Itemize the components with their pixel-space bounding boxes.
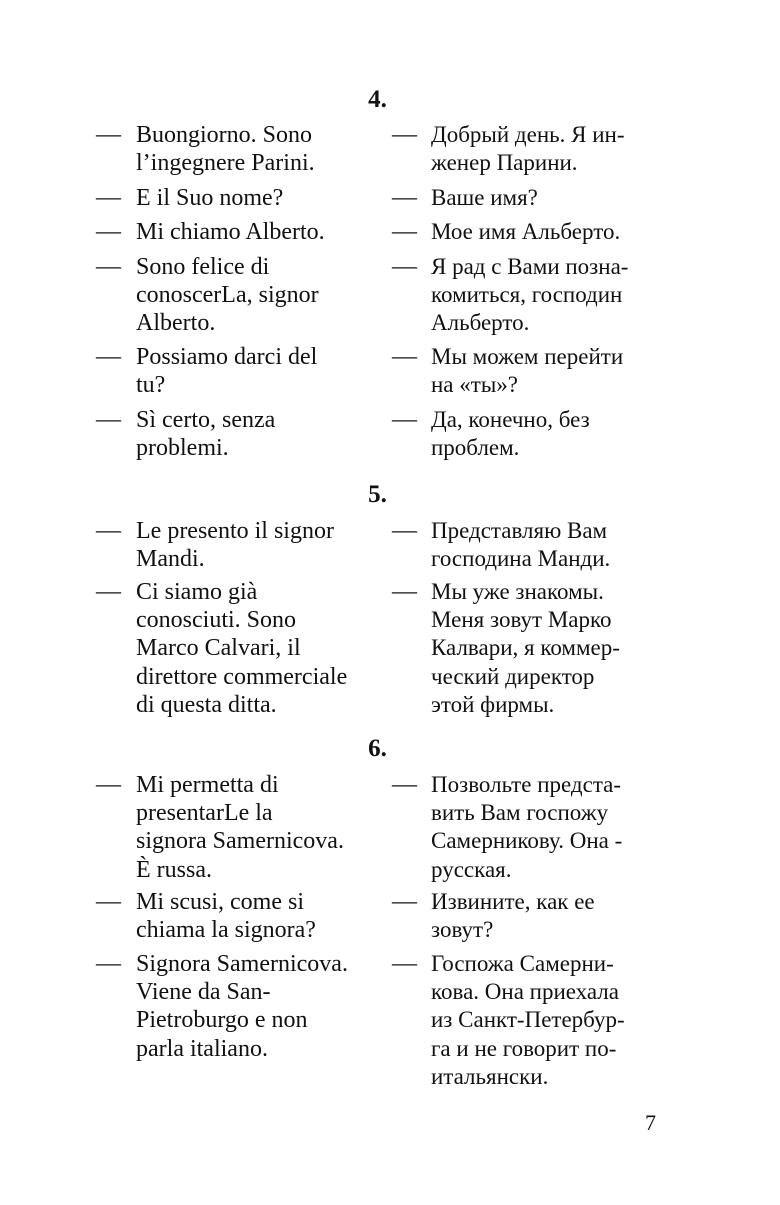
section-heading-6: 6.	[368, 735, 387, 762]
russian-text: Я рад с Вами позна- комиться, господин Альберто.	[431, 254, 629, 336]
page-number: 7	[645, 1110, 656, 1135]
dash-ru: —	[392, 121, 417, 148]
russian-text: Представляю Вам господина Манди.	[431, 518, 611, 572]
russian-text: Мое имя Альберто.	[431, 219, 621, 244]
dash-ru: —	[392, 406, 417, 433]
italian-text: Mi chiamo Alberto.	[136, 219, 325, 245]
russian-text: Госпожа Самерни- кова. Она приехала из Санкт-Петербур- га и не говорит по- итальянски.	[431, 951, 625, 1089]
dash-it: —	[96, 253, 121, 280]
italian-text: Mi scusi, come si chiama la signora?	[136, 889, 316, 944]
russian-text: Да, конечно, без проблем.	[431, 407, 590, 461]
section-heading-4: 4.	[368, 86, 387, 113]
italian-text: Ci siamo già conosciuti. Sono Marco Calvari, il direttore commerciale di questa ditta.	[136, 579, 348, 718]
dash-it: —	[96, 888, 121, 915]
dash-it: —	[96, 578, 121, 605]
russian-text: Мы можем перейти на «ты»?	[431, 344, 624, 398]
italian-text: Sì certo, senza problemi.	[136, 407, 276, 462]
russian-text: Добрый день. Я ин- женер Парини.	[431, 122, 625, 176]
dash-ru: —	[392, 218, 417, 245]
dash-it: —	[96, 406, 121, 433]
russian-text: Мы уже знакомы. Меня зовут Марко Калвари, я коммер- ческий директор этой фирмы.	[431, 579, 620, 717]
dash-it: —	[96, 950, 121, 977]
russian-text: Позвольте предста- вить Вам госпожу Самерникову. Она - русская.	[431, 772, 623, 882]
dash-ru: —	[392, 888, 417, 915]
italian-text: Possiamo darci del tu?	[136, 344, 318, 399]
dash-ru: —	[392, 343, 417, 370]
italian-text: Mi permetta di presentarLe la signora Samernicova. È russa.	[136, 772, 344, 883]
section-heading-5: 5.	[368, 481, 387, 508]
dash-ru: —	[392, 517, 417, 544]
dash-it: —	[96, 343, 121, 370]
italian-text: Sono felice di conoscerLa, signor Alberto.	[136, 254, 319, 337]
russian-text: Ваше имя?	[431, 185, 538, 210]
dash-ru: —	[392, 253, 417, 280]
dash-ru: —	[392, 950, 417, 977]
dash-it: —	[96, 771, 121, 798]
italian-text: Buongiorno. Sono l’ingegnere Parini.	[136, 122, 315, 177]
italian-text: Signora Samernicova. Viene da San- Pietroburgo e non parla italiano.	[136, 951, 348, 1062]
italian-text: E il Suo nome?	[136, 185, 284, 211]
dash-ru: —	[392, 578, 417, 605]
dash-it: —	[96, 184, 121, 211]
dash-it: —	[96, 121, 121, 148]
dash-it: —	[96, 517, 121, 544]
italian-text: Le presento il signor Mandi.	[136, 518, 334, 573]
dash-ru: —	[392, 771, 417, 798]
dash-it: —	[96, 218, 121, 245]
russian-text: Извините, как ее зовут?	[431, 889, 595, 943]
dash-ru: —	[392, 184, 417, 211]
